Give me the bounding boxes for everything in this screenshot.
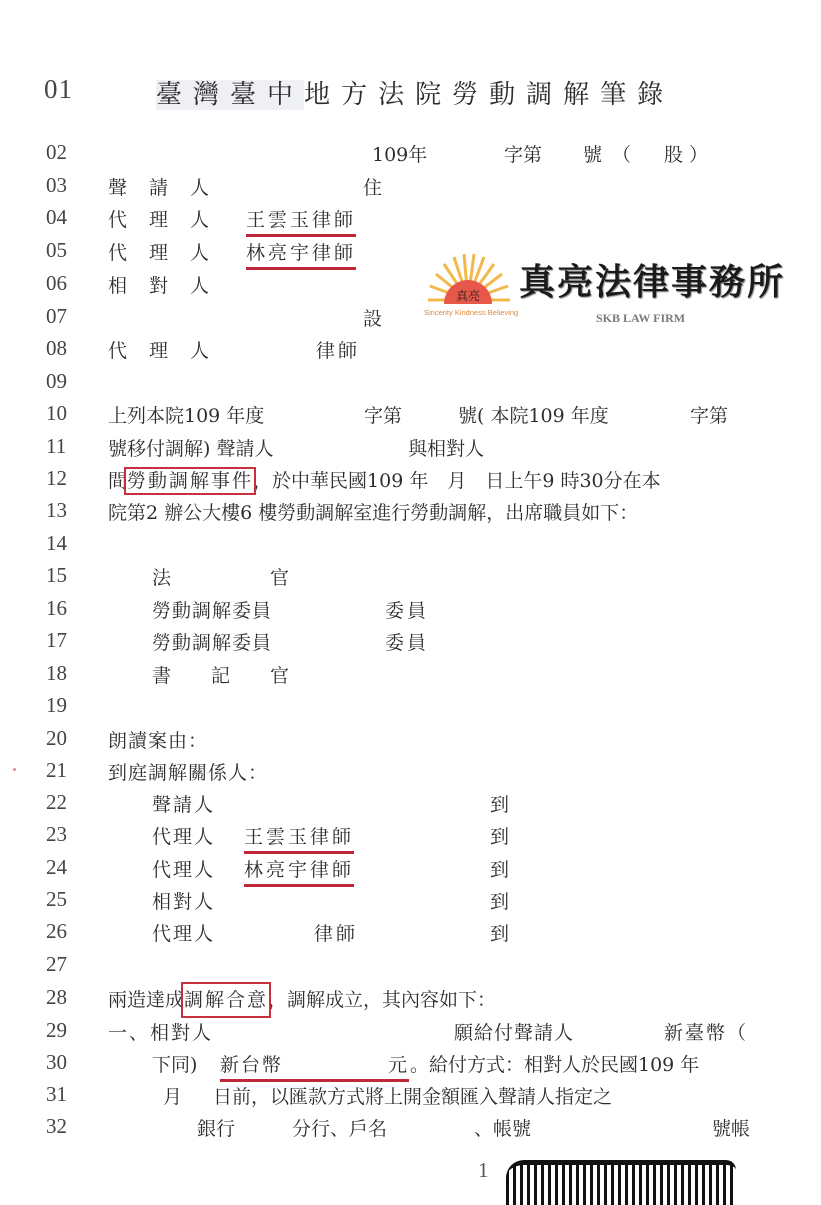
line-number: 16	[46, 596, 67, 620]
line-25	[0, 887, 821, 919]
line-number: 23	[46, 822, 67, 846]
text	[108, 466, 661, 493]
line-27	[0, 952, 821, 984]
line-13	[0, 498, 821, 530]
line-number: 28	[46, 985, 67, 1009]
line-number: 31	[46, 1082, 67, 1106]
sunrise-logo-icon	[422, 254, 514, 314]
line-number: 01	[44, 74, 73, 104]
scan-speck	[13, 768, 16, 771]
line-number: 09	[46, 369, 67, 393]
line-26	[0, 919, 821, 951]
line-number: 03	[46, 173, 67, 197]
party-label: 代理人	[152, 859, 216, 881]
text: 兩造達成	[108, 989, 185, 1011]
line-11	[0, 434, 821, 466]
agent-label: 代理人	[108, 209, 232, 231]
address-label: 住	[363, 177, 383, 199]
text: 號帳	[712, 1118, 751, 1140]
line-16	[0, 596, 821, 628]
text: 。給付方式：相對人於民國109 年	[410, 1054, 700, 1076]
line-31	[0, 1082, 821, 1114]
text: 號移付調解) 聲請人	[108, 438, 274, 460]
agent-label: 代理人	[108, 340, 232, 362]
amount-underlined: 新台幣 元	[220, 1050, 409, 1082]
line-number: 27	[46, 952, 67, 976]
line-17	[0, 628, 821, 660]
text: 願給付聲請人	[454, 1022, 575, 1044]
clerk-label: 記	[211, 665, 231, 687]
line-number: 32	[46, 1114, 67, 1138]
court-stamp-image	[506, 1160, 736, 1205]
agent-name-underlined: 林亮宇律師	[244, 855, 354, 887]
text: 院第2 辦公大樓6 樓勞動調解室進行勞動調解，出席職員如下：	[108, 502, 639, 524]
line-number: 22	[46, 790, 67, 814]
boxed-annotation: 調解合意	[184, 985, 268, 1015]
party-label: 代理人	[152, 923, 216, 945]
text: 新臺幣（	[664, 1022, 749, 1044]
line-14	[0, 531, 821, 563]
line-29	[0, 1018, 821, 1050]
line-08	[0, 336, 821, 368]
lawyer-label: 律師	[314, 923, 359, 945]
line-15	[0, 563, 821, 595]
text	[108, 985, 496, 1012]
case-word: 字第	[504, 144, 543, 166]
line-03	[0, 173, 821, 205]
boxed-annotation: 勞動調解事件	[127, 470, 254, 492]
logo-tagline: Sincerity Kindness Believing	[424, 308, 519, 317]
applicant-label: 聲請人	[108, 177, 232, 199]
text: 一、相對人	[108, 1022, 214, 1044]
agent-name-underlined: 林亮宇律師	[246, 238, 356, 270]
line-22	[0, 790, 821, 822]
party-label: 代理人	[152, 826, 216, 848]
text: 上列本院109 年度	[108, 405, 265, 427]
line-number: 19	[46, 693, 67, 717]
attendance-status: 到	[490, 794, 510, 816]
text: 間	[108, 470, 128, 492]
line-number: 30	[46, 1050, 67, 1074]
text: 銀行	[197, 1118, 236, 1140]
line-04	[0, 205, 821, 237]
attendance-status: 到	[490, 923, 510, 945]
line-number: 07	[46, 304, 67, 328]
line-number: 18	[46, 661, 67, 685]
svg-text:真亮: 真亮	[455, 289, 481, 303]
committee-label: 勞動調解委員	[152, 600, 273, 622]
line-28	[0, 985, 821, 1017]
line-number: 10	[46, 401, 67, 425]
agent-name-underlined: 王雲玉律師	[246, 205, 356, 237]
line-number: 04	[46, 205, 67, 229]
line-19	[0, 693, 821, 725]
line-number: 02	[46, 140, 67, 164]
line-number: 20	[46, 726, 67, 750]
respondent-label: 相對人	[108, 275, 232, 297]
line-09	[0, 369, 821, 401]
text: 月	[163, 1086, 183, 1108]
text: 字第	[690, 405, 729, 427]
established-label: 設	[363, 308, 383, 330]
line-18	[0, 661, 821, 693]
case-division: 股）	[664, 144, 715, 166]
attendance-status: 到	[490, 859, 510, 881]
line-number: 15	[46, 563, 67, 587]
committee-label: 勞動調解委員	[152, 632, 273, 654]
line-24	[0, 855, 821, 887]
line-number: 17	[46, 628, 67, 652]
line-number: 21	[46, 758, 67, 782]
title-row	[0, 72, 821, 112]
party-label: 相對人	[152, 891, 216, 913]
text: 與相對人	[408, 438, 485, 460]
line-number: 24	[46, 855, 67, 879]
line-number: 29	[46, 1018, 67, 1042]
line-23	[0, 822, 821, 854]
lawyer-label: 律師	[316, 340, 361, 362]
text: 字第	[364, 405, 403, 427]
line-02	[0, 140, 821, 172]
line-number: 25	[46, 887, 67, 911]
text: 分行、戶名	[292, 1118, 388, 1140]
text: 、帳號	[474, 1118, 532, 1140]
text: 號( 本院109 年度	[458, 405, 609, 427]
line-number: 13	[46, 498, 67, 522]
line-20	[0, 726, 821, 758]
text: ，於中華民國109 年 月 日上午9 時30分在本	[253, 470, 661, 492]
committee-suffix: 委員	[385, 600, 430, 622]
law-firm-logo	[422, 254, 786, 326]
clerk-label: 官	[270, 665, 290, 687]
page-number: 1	[478, 1158, 489, 1182]
text: 下同)	[152, 1054, 198, 1076]
line-21	[0, 758, 821, 790]
attendance-status: 到	[490, 891, 510, 913]
judge-label: 法	[152, 567, 172, 589]
logo-chinese-name: 真亮法律事務所	[519, 261, 786, 303]
line-number: 14	[46, 531, 67, 555]
line-12	[0, 466, 821, 498]
clerk-label: 書	[152, 665, 172, 687]
logo-english-name: SKB LAW FIRM	[596, 311, 686, 325]
party-label: 聲請人	[152, 794, 216, 816]
line-30	[0, 1050, 821, 1082]
line-10	[0, 401, 821, 433]
case-year: 109年	[372, 144, 428, 166]
attendance-status: 到	[490, 826, 510, 848]
line-number: 08	[46, 336, 67, 360]
line-number: 26	[46, 919, 67, 943]
line-number: 11	[46, 434, 67, 458]
text: ，調解成立，其內容如下：	[268, 989, 497, 1011]
agent-label: 代理人	[108, 242, 232, 264]
judge-label: 官	[270, 567, 290, 589]
committee-suffix: 委員	[385, 632, 430, 654]
text: 朗讀案由：	[108, 730, 209, 752]
text: 日前，以匯款方式將上開金額匯入聲請人指定之	[213, 1086, 613, 1108]
text: 到庭調解關係人：	[108, 762, 269, 784]
line-number: 12	[46, 466, 67, 490]
line-32	[0, 1114, 821, 1146]
case-number: 號（	[583, 144, 642, 166]
line-number: 05	[46, 238, 67, 262]
agent-name-underlined: 王雲玉律師	[244, 822, 354, 854]
line-number: 06	[46, 271, 67, 295]
document-title: 臺灣臺中地方法院勞動調解筆錄	[156, 80, 675, 110]
